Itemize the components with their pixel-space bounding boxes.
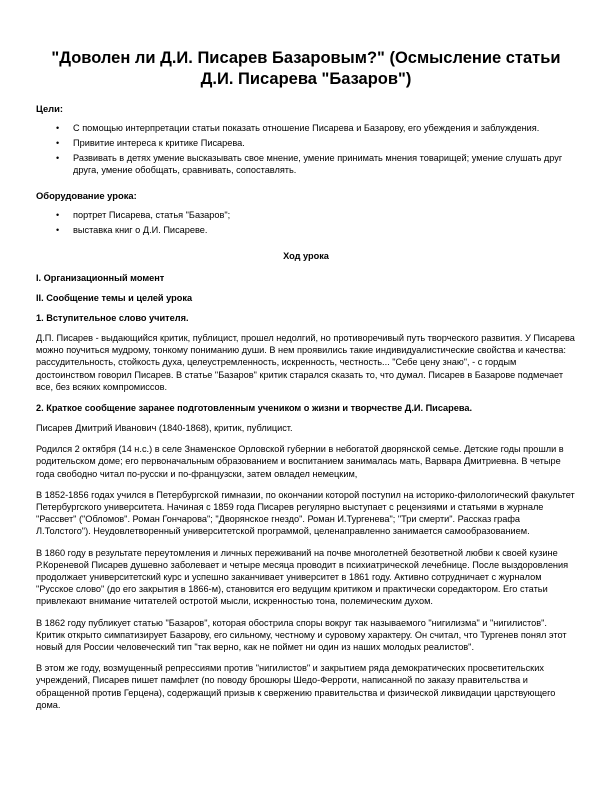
document-page — [36, 38, 576, 720]
paragraph: В 1852-1856 годах учился в Петербургской гимназии, по окончании которой поступил на историко-филологический факультет Петербургского университета. Начиная с 1859 года Писарев регулярно выступает с рецензиями и статьями в журнале "Рассвет" ("Обломов". Роман Гончарова"; "Дворянское гнездо". Роман И.Тургенева"; "Три смерти". Рассказ графа Л.Толстого"). Неудовлетворенный университетской программой, целенаправленно занимается самообразованием. — [36, 489, 575, 537]
list-item: • С помощью интерпретации статьи показать отношение Писарева и Базарову, его убеждения и заблуждения. — [64, 122, 576, 134]
list-item: • Развивать в детях умение высказывать свое мнение, умение принимать мнения товарищей; умение слушать друг друга, умение обобщать, сравнивать, сопоставлять. — [64, 152, 576, 176]
equipment-heading: Оборудование урока: — [36, 190, 137, 201]
paragraph: В 1862 году публикует статью "Базаров", которая обострила споры вокруг так называемого "нигилизма" и "нигилистов". Критик открыто симпатизирует Базарову, его сильному, честному и суровому характеру. Он считал, что Тургенев понял этот новый для России человеческий тип "так верно, как не поймет ни один из наших молодых реалистов". — [36, 617, 567, 653]
section-heading: I. Организационный момент — [36, 273, 165, 283]
subsection-heading: 2. Краткое сообщение заранее подготовленным учеником о жизни и творчестве Д.И. Писарева. — [36, 403, 473, 414]
paragraph: В этом же году, возмущенный репрессиями против "нигилистов" и закрытием ряда демократических просветительских учреждений, Писарев пишет памфлет (по поводу брошюры Шедо-Ферроти, написанной по заказу правительства и обращенной против Герцена), содержащий призыв к свержению правительства и физической ликвидации царствующего дома. — [36, 663, 556, 710]
list-item: • выставка книг о Д.И. Писареве. — [64, 224, 576, 236]
page-title: "Доволен ли Д.И. Писарев Базаровым?" (Осмысление статьи Д.И. Писарева "Базаров") — [51, 49, 561, 88]
paragraph: Писарев Дмитрий Иванович (1840-1868), критик, публицист. — [36, 423, 293, 434]
list-item: • портрет Писарева, статья "Базаров"; — [64, 209, 576, 221]
list-item: • Привитие интереса к критике Писарева. — [64, 137, 576, 149]
equipment-list — [36, 209, 576, 236]
paragraph: Родился 2 октября (14 н.с.) в селе Знаменское Орловской губернии в небогатой дворянской семье. Детские годы прошли в родительском доме; его первоначальным образованием и воспитанием занималась мать, Варвара Дмитриевна. В четыре года свободно читал по-русски и по-французски, затем овладел немецким, — [36, 444, 564, 479]
paragraph: В 1860 году в результате переутомления и личных переживаний на почве многолетней безответной любви к своей кузине Р.Кореневой Писарев душевно заболевает и четыре месяца проводит в психиатрической лечебнице. После выздоровления продолжает университетский курс и успешно заканчивает университет в 1861 году. Активно сотрудничает с журналом "Русское слово" (до его закрытия в 1866-м), становится его ведущим критиком и практически соредактором. Его статьи привлекают внимание читателей остротой мысли, искренностью тона, полемическим духом. — [36, 547, 569, 607]
section-heading: II. Сообщение темы и целей урока — [36, 293, 193, 303]
goals-list — [36, 122, 576, 176]
goals-heading: Цели: — [36, 103, 64, 114]
subsection-heading: 1. Вступительное слово учителя. — [36, 313, 189, 323]
paragraph: Д.П. Писарев - выдающийся критик, публицист, прошел недолгий, но противоречивый путь творческого развития. У Писарева можно поучиться мудрому, тонкому пониманию души. В нем проявились такие индивидуалистические свойства и качества: рассудительность, стойкость духа, целеустремленность, искренность, честность... "Себе цену знаю", - с гордым достоинством говорил Писарев. В статье "Базаров" критик старался сказать то, что думал. Писарев в Базарове подмечает все, без всяких компромиссов. — [36, 333, 575, 392]
lesson-heading: Ход урока — [283, 251, 329, 261]
